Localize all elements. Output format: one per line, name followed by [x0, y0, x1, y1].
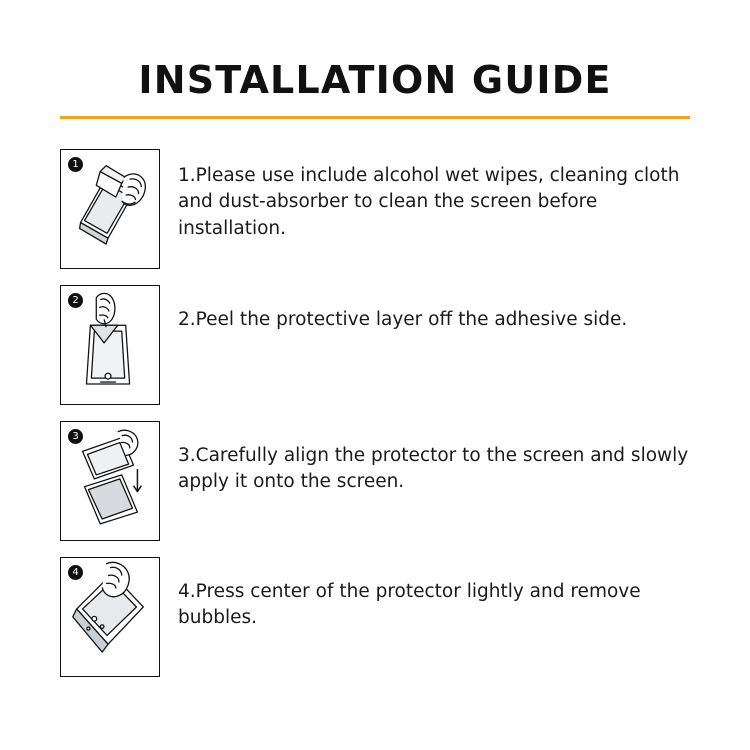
list-item: [60, 149, 690, 269]
list-item: [60, 557, 690, 677]
steps-list: [60, 149, 690, 693]
step-text-1: [178, 149, 690, 242]
step-illustration-2: [60, 285, 160, 405]
step-body-1: Please use include alcohol wet wipes, cleaning cloth and dust-absorber to clean the screen before installation.: [178, 165, 680, 239]
step-number-1: 1.: [178, 165, 196, 186]
page-title: INSTALLATION GUIDE: [138, 58, 612, 102]
step-text-4: [178, 557, 690, 632]
step-text-2: [178, 285, 690, 333]
step-badge-1: 1: [68, 157, 83, 172]
step-illustration-3: [60, 421, 160, 541]
list-item: [60, 285, 690, 405]
step-text-3: [178, 421, 690, 496]
step-number-4: 4.: [178, 581, 196, 602]
step-body-2: Peel the protective layer off the adhesive side.: [195, 309, 628, 330]
step-number-3: 3.: [178, 445, 196, 466]
list-item: [60, 421, 690, 541]
step-body-3: Carefully align the protector to the screen and slowly apply it onto the screen.: [178, 445, 689, 493]
step-illustration-1: [60, 149, 160, 269]
step-badge-3: 3: [68, 429, 83, 444]
title-divider: [60, 116, 690, 119]
step-body-4: Press center of the protector lightly and remove bubbles.: [178, 581, 641, 629]
step-badge-2: 2: [68, 293, 83, 308]
step-illustration-4: [60, 557, 160, 677]
step-number-2: 2.: [178, 309, 196, 330]
step-badge-4: 4: [68, 565, 83, 580]
